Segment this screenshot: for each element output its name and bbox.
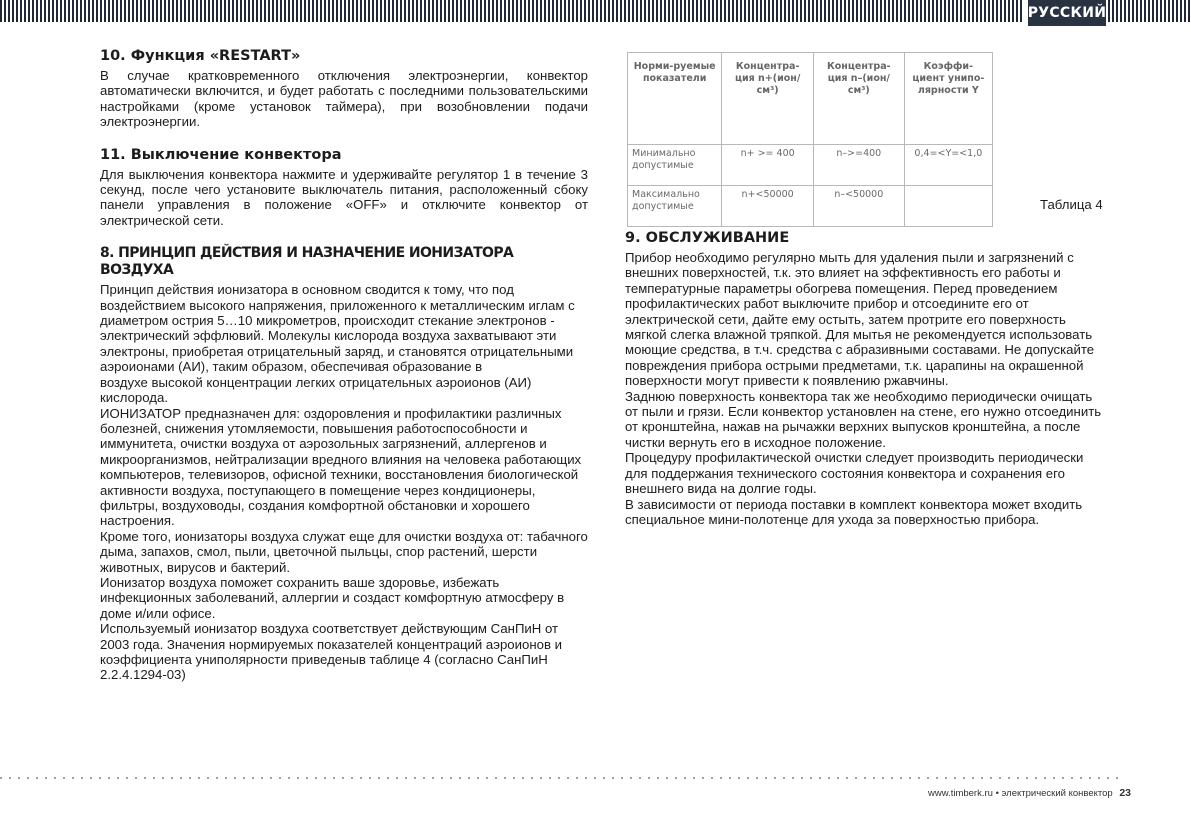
section-ionizer xyxy=(100,245,588,683)
table-caption: Таблица 4 xyxy=(1040,197,1103,212)
table-cell: n+<50000 xyxy=(722,186,814,227)
table-header-cell: Норми-руемые показатели xyxy=(628,53,722,145)
maintenance-paragraph: Прибор необходимо регулярно мыть для удаления пыли и загрязнений с внешних поверхностей, т.к. это влияет на эффективность его работы и температурные параметры обогрева помещения. Перед проведением профилактических работ выключите прибор и отсоедините его от электрической сети, дайте ему остыть, затем протрите его поверхность мягкой слегка влажной тряпкой. Для мытья не рекомендуется использовать моющие средства, в т.ч. средства с абразивными составами. Не допускайте повреждения прибора острыми предметами, т.к. царапины на окрашенной поверхности могут привести к появлению ржавчины. xyxy=(625,250,1095,389)
maintenance-paragraph: Процедуру профилактической очистки следует производить периодически для поддержания технического состояния конвектора и сохранения его внешнего вида на долгие годы. xyxy=(625,450,1084,497)
section-title-maintenance: 9. ОБСЛУЖИВАНИЕ xyxy=(625,230,790,246)
section-restart xyxy=(100,48,588,130)
power-off-text: Для выключения конвектора нажмите и удерживайте регулятор 1 в течение 3 секунд, после чего установите выключатель питания, расположенный сбоку панели управления в положение «OFF» и отключите конвектор от электрической сети. xyxy=(100,166,588,228)
table-cell: n–<50000 xyxy=(813,186,904,227)
maintenance-paragraph: Заднюю поверхность конвектора так же необходимо периодически очищать от пыли и грязи. Если конвектор установлен на стене, его нужно отсоединить от кронштейна, нажав на рычажки верхних выпусков кронштейна, а после чистки вернуть его в исходное положение. xyxy=(625,388,1102,450)
section-title-restart: 10. Функция «RESTART» xyxy=(100,48,301,64)
table-cell: Минимально допустимые xyxy=(628,145,722,186)
table-header-cell: Концентра-ция n–(ион/см³) xyxy=(813,53,904,145)
language-tab: РУССКИЙ xyxy=(1028,0,1106,26)
ion-norms-table-wrapper xyxy=(627,52,993,227)
section-power-off xyxy=(100,147,588,229)
footer-site-link[interactable]: www.timberk.ru • электрический конвектор xyxy=(928,788,1113,799)
restart-text: В случае кратковременного отключения электроэнергии, конвектор автоматически включится, и будет работать с последними пользовательскими настройками (кроме установок таймера), при возобновлении подачи электроэнергии. xyxy=(100,68,588,130)
ionizer-paragraph: Кроме того, ионизаторы воздуха служат еще для очистки воздуха от: табачного дыма, запахов, смол, пыли, цветочной пыльцы, спор растений, шерсти животных, вирусов и бактерий. xyxy=(100,528,588,575)
top-header-bar xyxy=(0,0,1191,26)
left-column xyxy=(100,48,588,683)
maintenance-paragraph: В зависимости от периода поставки в комплект конвектора может входить специальное мини-полотенце для ухода за поверхностью прибора. xyxy=(625,496,1083,527)
table-header-row xyxy=(628,53,993,145)
ionizer-paragraph: Ионизатор воздуха поможет сохранить ваше здоровье, избежать инфекционных заболеваний, аллергии и создаст комфортную атмосферу в доме и/или офисе. xyxy=(100,574,565,621)
page-footer xyxy=(928,787,1131,799)
right-column xyxy=(625,230,1107,527)
ionizer-paragraph: Принцип действия ионизатора в основном сводится к тому, что под воздействием высокого напряжения, приложенного к металлическим иглам с диаметром острия 5…10 микрометров, происходит стекание электронов - электрический эффлювий. Молекулы кислорода воздуха захватывают эти электроны, приобретая отрицательный заряд, и становятся отрицательными аэроионами (АИ), таким образом, обеспечивая образование в xyxy=(100,282,575,375)
table-cell: n+ >= 400 xyxy=(722,145,814,186)
table-cell: n–>=400 xyxy=(813,145,904,186)
section-title-power-off: 11. Выключение конвектора xyxy=(100,146,342,163)
table-row xyxy=(628,145,993,186)
table-cell: Максимально допустимые xyxy=(628,186,722,227)
table-cell: 0,4=<Y=<1,0 xyxy=(904,145,992,186)
header-stripes-left xyxy=(0,0,1024,22)
ionizer-paragraph: ИОНИЗАТОР предназначен для: оздоровления и профилактики различных болезней, снижения утомляемости, повышения работоспособности и иммунитета, очистки воздуха от аэрозольных загрязнений, аллергенов и микроорганизмов, нейтрализации вредного влияния на человека работающих компьютеров, телевизоров, офисной техники, восстановления биологической активности воздуха, поступающего в помещение через кондиционеры, фильтры, воздуховоды, создания комфортной обстановки и хорошего настроения. xyxy=(100,405,582,529)
ion-norms-table xyxy=(627,52,993,227)
header-stripes-right xyxy=(1108,0,1191,22)
ionizer-paragraph: воздухе высокой концентрации легких отрицательных аэроионов (АИ) кислорода. xyxy=(100,374,532,406)
footer-dotted-rule xyxy=(0,777,1120,779)
table-row xyxy=(628,186,993,227)
ionizer-paragraph: Используемый ионизатор воздуха соответствует действующим СанПиН от 2003 года. Значения нормируемых показателей концентраций аэроионов и коэффициента униполярности приведеныв таблице 4 (согласно СанПиН 2.2.4.1294-03) xyxy=(100,621,562,683)
page-number: 23 xyxy=(1119,787,1132,799)
section-title-ionizer: 8. ПРИНЦИП ДЕЙСТВИЯ И НАЗНАЧЕНИЕ ИОНИЗАТОРА ВОЗДУХА xyxy=(100,245,514,279)
table-cell xyxy=(904,186,992,227)
table-header-cell: Концентра-ция n+(ион/см³) xyxy=(722,53,814,145)
table-header-cell: Коэффи-циент унипо-лярности Y xyxy=(904,53,992,145)
